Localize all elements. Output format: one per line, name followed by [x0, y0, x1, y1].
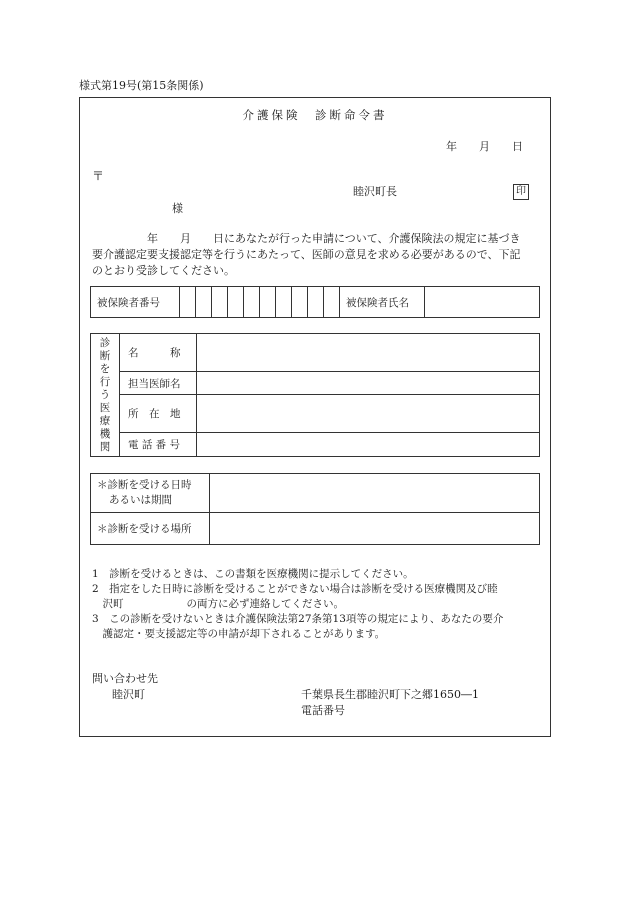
insured-digit-cell[interactable] — [308, 287, 324, 318]
note-item: 2 指定をした日時に診断を受けることができない場合は診断を受ける医療機関及び睦 — [92, 583, 498, 595]
group-label-char: を — [99, 362, 111, 375]
body-line: 年 月 日にあなたが行った申請について、介護保険法の規定に基づき — [92, 232, 521, 245]
body-paragraph — [92, 231, 548, 279]
insured-digit-cell[interactable] — [292, 287, 308, 318]
institution-name-label: 名 称 — [120, 334, 197, 372]
insured-digit-cell[interactable] — [324, 287, 340, 318]
document-title: 介護保険 診断命令書 — [242, 108, 388, 122]
group-label-char: う — [99, 388, 111, 401]
group-label-char: 関 — [99, 440, 111, 453]
note-item: 沢町 の両方に必ず連絡してください。 — [92, 598, 344, 610]
recipient-honorific: 様 — [172, 202, 183, 215]
place-field[interactable] — [210, 513, 540, 545]
institution-group-label — [91, 334, 120, 457]
contact-phone-label: 電話番号 — [301, 704, 345, 717]
note-item: 護認定・要支援認定等の申請が却下されることがあります。 — [92, 628, 386, 640]
postal-mark: 〒 — [92, 169, 105, 183]
issuer-name: 睦沢町長 — [353, 185, 397, 198]
insured-digit-cell[interactable] — [244, 287, 260, 318]
group-label-char: 療 — [99, 414, 111, 427]
schedule-table — [90, 473, 540, 545]
insured-name-field[interactable] — [425, 287, 540, 318]
insured-digit-cell[interactable] — [212, 287, 228, 318]
seal-stamp-box: 印 — [513, 184, 529, 200]
body-line: のとおり受診してください。 — [92, 264, 235, 277]
insured-digit-cell[interactable] — [260, 287, 276, 318]
contact-heading: 問い合わせ先 — [92, 672, 158, 685]
address-field[interactable] — [197, 395, 540, 433]
datetime-label — [91, 474, 210, 513]
insured-number-label: 被保険者番号 — [91, 287, 180, 318]
insured-name-label: 被保険者氏名 — [340, 287, 425, 318]
issue-date: 年 月 日 — [446, 140, 523, 153]
institution-table — [90, 333, 540, 457]
phone-label: 電 話 番 号 — [120, 433, 197, 457]
note-item: 3 この診断を受けないときは介護保険法第27条第13項等の規定により、あなたの要介 — [92, 613, 504, 625]
contact-address: 千葉県長生郡睦沢町下之郷1650―1 — [301, 688, 479, 701]
doctor-name-field[interactable] — [197, 372, 540, 395]
notes-list — [92, 567, 548, 642]
group-label-char: 機 — [99, 427, 111, 440]
group-label-char: 診 — [99, 336, 111, 349]
insured-digit-cell[interactable] — [196, 287, 212, 318]
insured-digit-cell[interactable] — [180, 287, 196, 318]
datetime-field[interactable] — [210, 474, 540, 513]
doctor-name-label: 担当医師名 — [120, 372, 197, 395]
group-label-char: 医 — [99, 401, 111, 414]
contact-town: 睦沢町 — [112, 688, 145, 701]
group-label-char: 行 — [99, 375, 111, 388]
group-label-char: 断 — [99, 349, 111, 362]
insured-digit-cell[interactable] — [228, 287, 244, 318]
body-line: 要介護認定要支援認定等を行うにあたって、医師の意見を求める必要があるので、下記 — [92, 248, 521, 261]
note-item: 1 診断を受けるときは、この書類を医療機関に提示してください。 — [92, 568, 414, 580]
insured-table — [90, 286, 540, 318]
insured-digit-cell[interactable] — [276, 287, 292, 318]
datetime-label-line1: ＊診断を受ける日時 — [97, 479, 192, 491]
datetime-label-line2: あるいは期間 — [109, 494, 172, 506]
place-label: ＊診断を受ける場所 — [91, 513, 210, 545]
phone-field[interactable] — [197, 433, 540, 457]
institution-name-field[interactable] — [197, 334, 540, 372]
form-number: 様式第19号(第15条関係) — [79, 79, 204, 92]
address-label: 所 在 地 — [120, 395, 197, 433]
